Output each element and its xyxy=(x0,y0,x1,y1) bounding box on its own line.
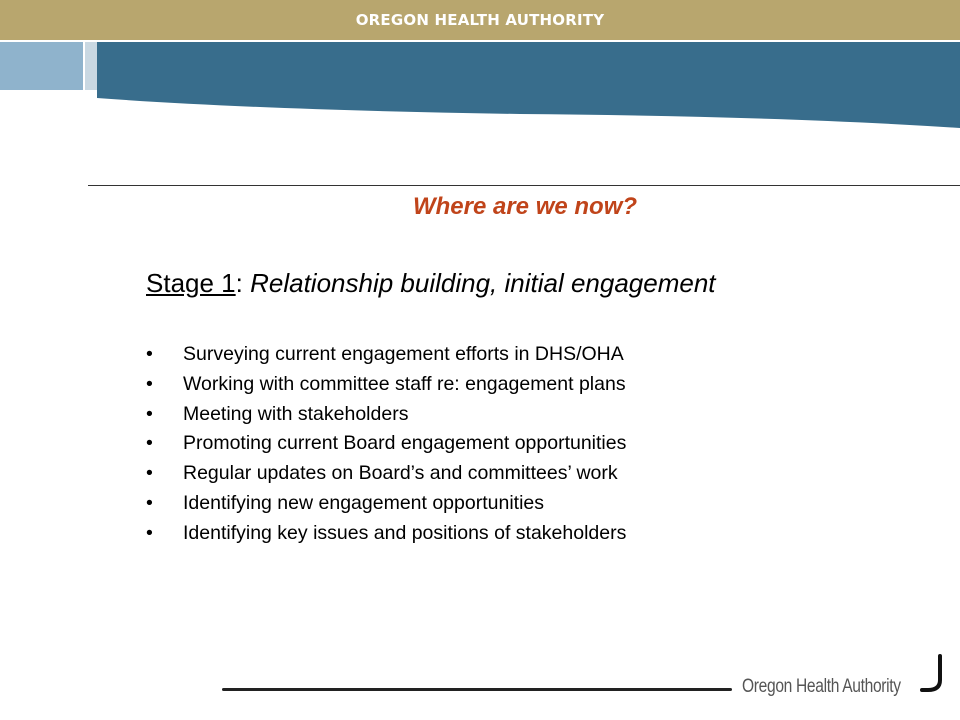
top-bar xyxy=(0,0,960,40)
bullet-icon: • xyxy=(146,432,153,455)
logo-mark-icon xyxy=(918,654,948,694)
banner-light-block xyxy=(0,42,83,90)
header-banner xyxy=(0,40,960,140)
footer-rule xyxy=(222,688,732,691)
list-item-text: Surveying current engagement efforts in DHS/OHA xyxy=(183,343,624,365)
list-item xyxy=(146,370,626,400)
list-item xyxy=(146,400,626,430)
bullet-icon: • xyxy=(146,521,153,544)
list-item-text: Meeting with stakeholders xyxy=(183,402,409,425)
banner-divider xyxy=(85,42,97,90)
list-item xyxy=(146,429,626,459)
footer-logo-text: Oregon Health Authority xyxy=(742,676,901,697)
list-item xyxy=(146,340,626,370)
stage-label: Stage 1 xyxy=(146,268,236,298)
stage-description: Relationship building, initial engagement xyxy=(250,268,716,298)
bullet-icon: • xyxy=(146,372,153,395)
banner-wave xyxy=(97,42,960,128)
bullet-icon: • xyxy=(146,402,153,425)
list-item-text: Identifying key issues and positions of stakeholders xyxy=(183,521,627,544)
slide-heading: Where are we now? xyxy=(412,193,638,220)
bullet-list xyxy=(146,340,626,549)
list-item-text: Promoting current Board engagement opportunities xyxy=(183,432,627,455)
bullet-icon: • xyxy=(146,343,153,365)
list-item xyxy=(146,489,626,519)
title-rule xyxy=(88,185,960,186)
list-item-text: Regular updates on Board’s and committees’ work xyxy=(183,462,618,485)
stage-line xyxy=(146,268,716,299)
list-item xyxy=(146,519,626,549)
bullet-icon: • xyxy=(146,462,153,485)
list-item-text: Identifying new engagement opportunities xyxy=(183,491,544,514)
stage-separator: : xyxy=(235,268,251,298)
list-item-text: Working with committee staff re: engagement plans xyxy=(183,372,626,395)
list-item xyxy=(146,459,626,489)
organization-title: OREGON HEALTH AUTHORITY xyxy=(355,11,605,29)
bullet-icon: • xyxy=(146,491,153,514)
